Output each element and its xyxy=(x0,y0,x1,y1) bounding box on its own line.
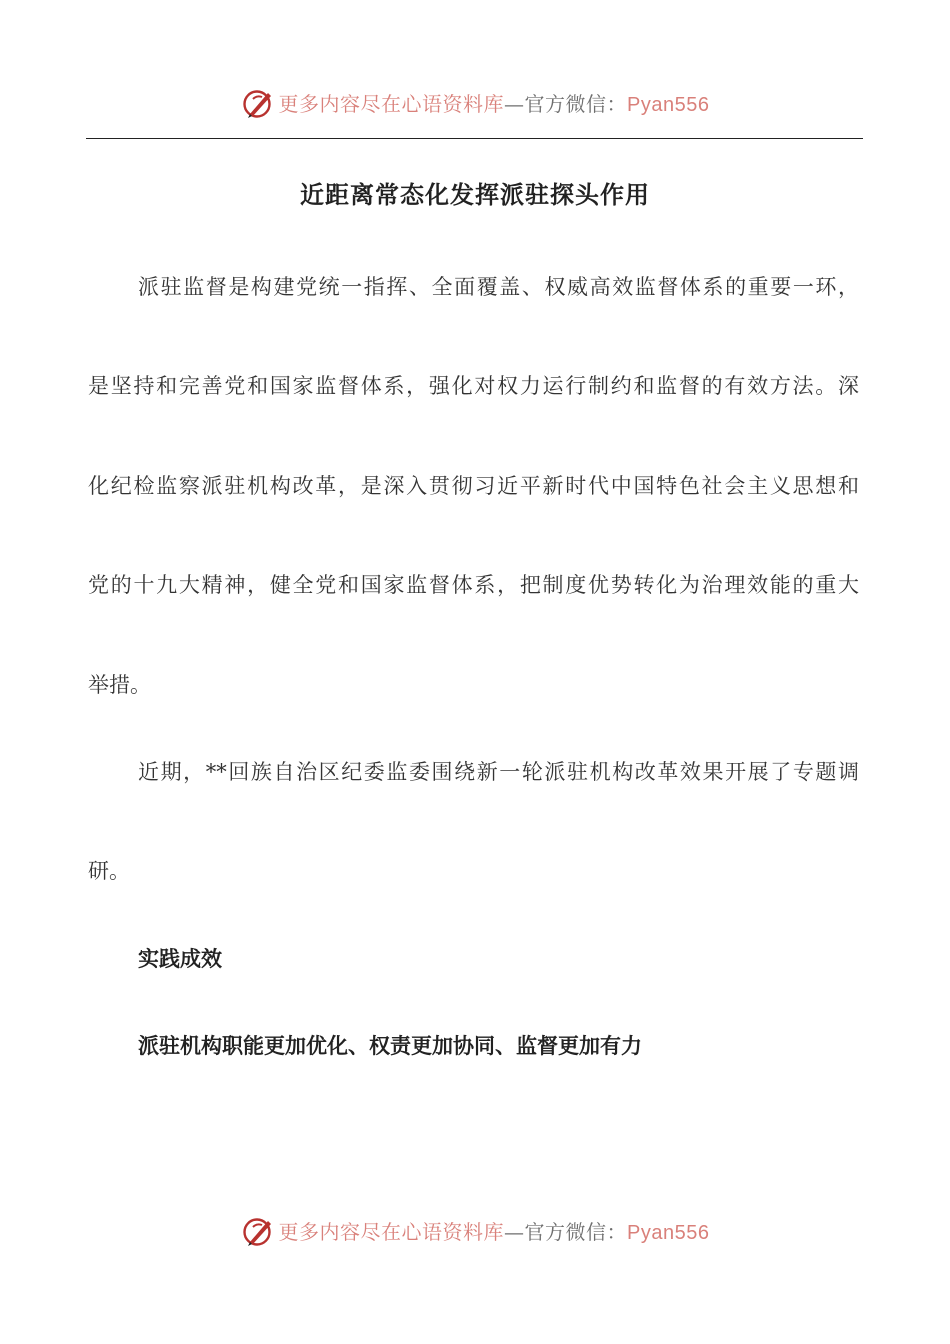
watermark-prefix: 更多内容尽在心语资料库 xyxy=(278,91,505,116)
section-heading: 实践成效 xyxy=(138,946,222,971)
paragraph-line: 化纪检监察派驻机构改革，是深入贯彻习近平新时代中国特色社会主义思想和 xyxy=(88,474,859,498)
document-title: 近距离常态化发挥派驻探头作用 xyxy=(300,180,650,209)
watermark-text xyxy=(279,1220,710,1245)
paragraph-line: 是坚持和完善党和国家监督体系，强化对权力运行制约和监督的有效方法。深 xyxy=(88,374,859,398)
paragraph-line: 党的十九大精神，健全党和国家监督体系，把制度优势转化为治理效能的重大 xyxy=(88,573,859,597)
pen-logo-icon xyxy=(241,87,275,121)
pen-logo-icon xyxy=(241,1215,275,1249)
watermark-label: 官方微信： xyxy=(524,1219,628,1244)
paragraph-line: 举措。 xyxy=(88,673,151,697)
header-watermark xyxy=(0,84,950,124)
watermark-label: 官方微信： xyxy=(524,91,628,116)
watermark-prefix: 更多内容尽在心语资料库 xyxy=(278,1219,505,1244)
watermark-dash: — xyxy=(504,1219,525,1244)
subheading: 派驻机构职能更加优化、权责更加协同、监督更加有力 xyxy=(138,1033,642,1058)
paragraph-line: 近期，**回族自治区纪委监委围绕新一轮派驻机构改革效果开展了专题调 xyxy=(138,760,859,784)
watermark-dash: — xyxy=(504,91,525,116)
header-divider xyxy=(86,138,863,139)
paragraph-line: 派驻监督是构建党统一指挥、全面覆盖、权威高效监督体系的重要一环， xyxy=(138,275,859,299)
watermark-wechat-id: Pyan556 xyxy=(627,93,710,116)
watermark-text xyxy=(279,92,710,117)
footer-watermark xyxy=(0,1212,950,1252)
watermark-wechat-id: Pyan556 xyxy=(627,1221,710,1244)
paragraph-line: 研。 xyxy=(88,859,130,883)
